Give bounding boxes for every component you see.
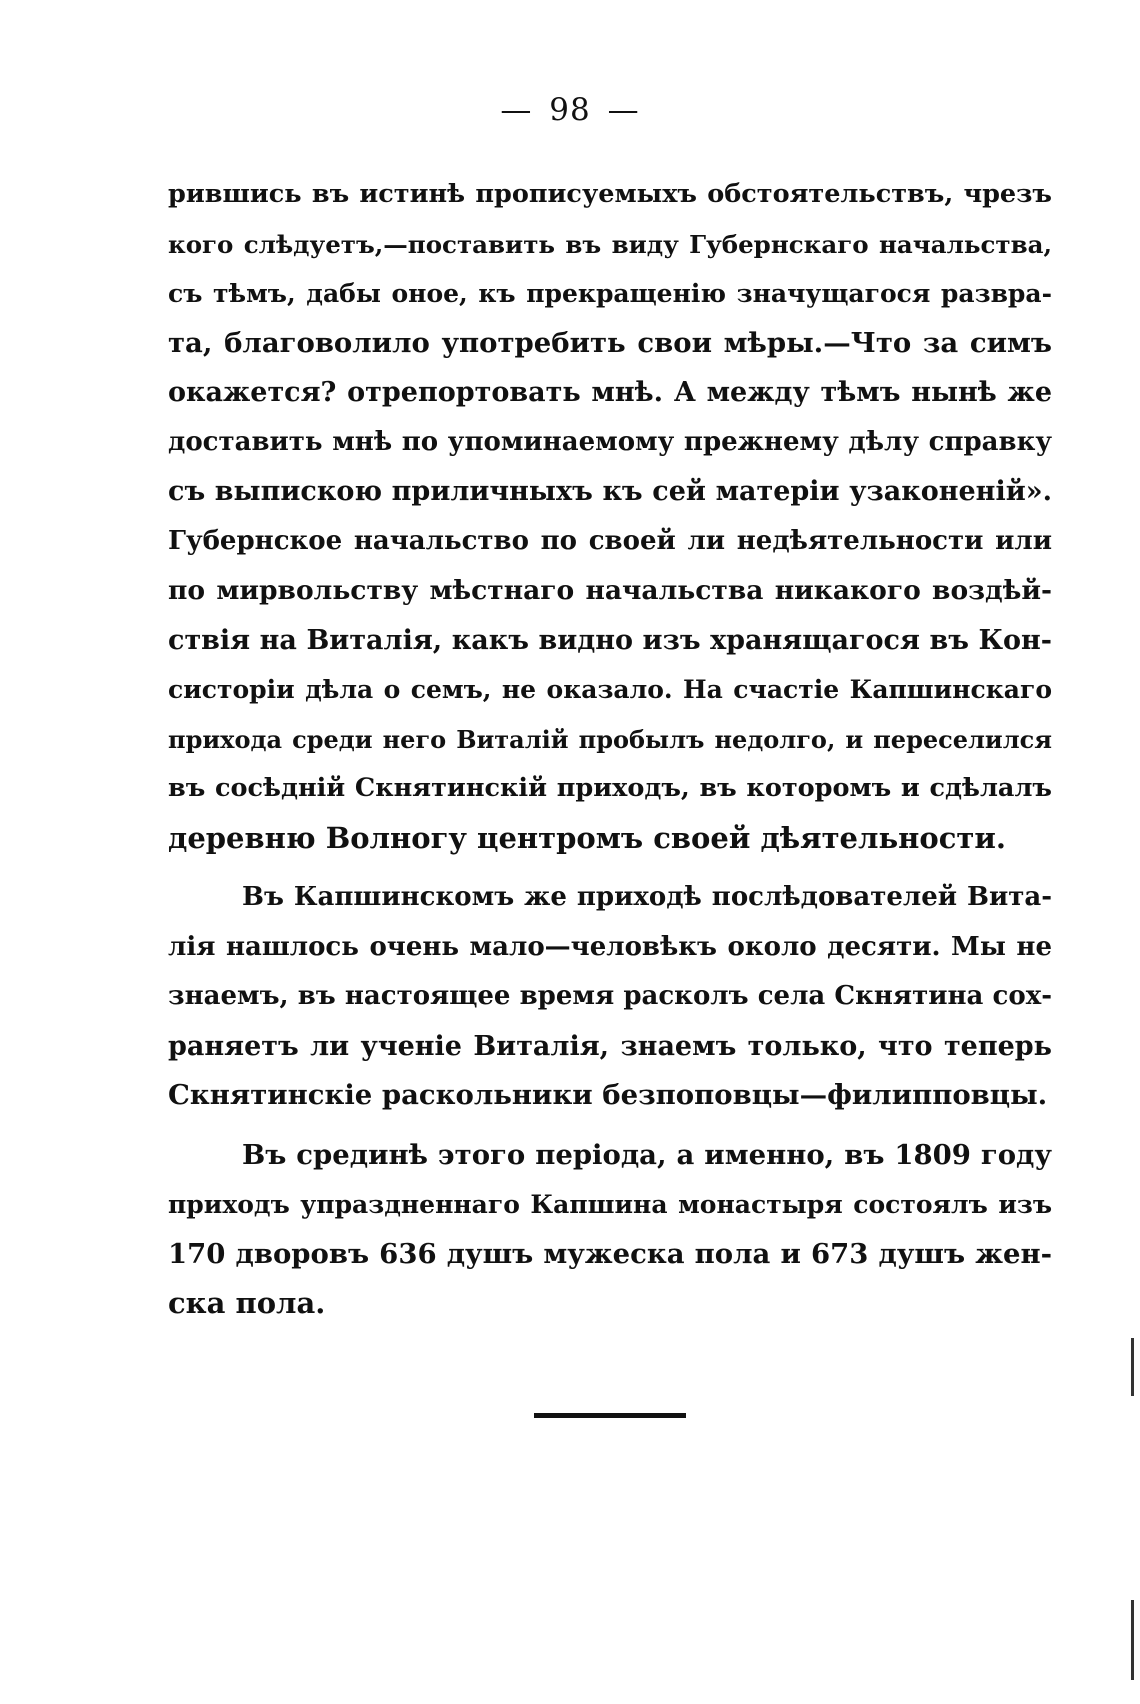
- paragraph-3: [168, 1131, 1052, 1329]
- scan-edge-mark: [1131, 1338, 1134, 1396]
- text-line: приходъ упраздненнаго Капшина монастыря состоялъ изъ: [168, 1190, 1052, 1219]
- text-line: та, благоволило употребить свои мѣры.—Что за симъ: [168, 326, 1052, 359]
- text-line: систоріи дѣла о семъ, не оказало. На счастіе Капшинскаго: [168, 675, 1052, 704]
- text-line: окажется? отрепортовать мнѣ. А между тѣмъ нынѣ же: [168, 377, 1052, 408]
- text-line: ствія на Виталія, какъ видно изъ хранящагося въ Кон-: [168, 624, 1052, 656]
- text-line: лія нашлось очень мало—человѣкъ около десяти. Мы не: [168, 931, 1052, 962]
- text-line: ска пола.: [168, 1286, 326, 1320]
- text-line: въ сосѣдній Скнятинскій приходъ, въ которомъ и сдѣлалъ: [168, 773, 1052, 803]
- text-line: Скнятинскіе раскольники безпоповцы—филипповцы.: [168, 1079, 1048, 1111]
- text-line: прихода среди него Виталій пробылъ недолго, и переселился: [168, 724, 1052, 754]
- paragraph-gap: [168, 863, 1052, 873]
- body-text: [168, 170, 1052, 1329]
- text-line: рившись въ истинѣ прописуемыхъ обстоятельствъ, чрезъ: [168, 179, 1052, 209]
- text-line: съ тѣмъ, дабы оное, къ прекращенію значущагося развра-: [168, 279, 1052, 308]
- text-line: Въ Капшинскомъ же приходѣ послѣдователей Вита-: [242, 882, 1052, 912]
- scan-edge-mark: [1131, 1600, 1134, 1680]
- text-line: доставить мнѣ по упоминаемому прежнему дѣлу справку: [168, 426, 1052, 457]
- text-line: кого слѣдуетъ,—поставить въ виду Губернскаго начальства,: [168, 229, 1052, 259]
- text-line: Губернское начальство по своей ли недѣятельности или: [168, 525, 1052, 556]
- paragraph-1: [168, 170, 1052, 863]
- paragraph-2: [168, 873, 1052, 1121]
- text-line: 170 дворовъ 636 душъ мужеска пола и 673 душъ жен-: [168, 1237, 1052, 1270]
- text-line: знаемъ, въ настоящее время расколъ села Скнятина сох-: [168, 981, 1052, 1011]
- text-line: деревню Волногу центромъ своей дѣятельности.: [168, 820, 1006, 855]
- paragraph-gap: [168, 1121, 1052, 1131]
- text-line: Въ срединѣ этого періода, а именно, въ 1809 году: [242, 1138, 1052, 1171]
- page-number: — 98 —: [500, 92, 640, 128]
- end-of-chapter-rule: [534, 1413, 686, 1418]
- text-line: по мирвольству мѣстнаго начальства никакого воздѣй-: [168, 575, 1052, 606]
- text-line: съ выпискою приличныхъ къ сей матеріи узаконеній».: [168, 476, 1052, 507]
- text-line: раняетъ ли ученіе Виталія, знаемъ только, что теперь: [168, 1030, 1052, 1062]
